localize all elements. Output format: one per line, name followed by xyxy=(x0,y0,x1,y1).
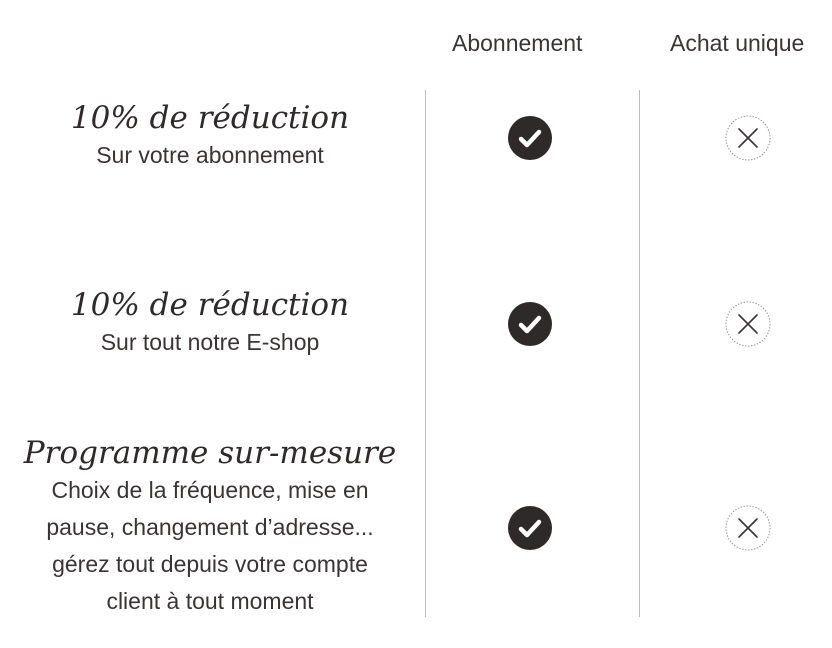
check-circle-icon xyxy=(507,505,553,551)
check-circle-icon xyxy=(507,301,553,347)
feature-description-line: pause, changement d’adresse... xyxy=(46,514,374,540)
feature-row-subscription-discount xyxy=(0,99,420,174)
feature-description-line: gérez tout depuis votre compte xyxy=(52,551,368,577)
column-header-one-time: Achat unique xyxy=(670,30,805,56)
x-circle-icon xyxy=(725,115,771,161)
check-circle-icon xyxy=(507,115,553,161)
feature-description-line: Choix de la fréquence, mise en xyxy=(51,477,369,503)
feature-description: Sur votre abonnement xyxy=(96,142,324,168)
feature-description-line: client à tout moment xyxy=(106,588,314,614)
column-header-subscription: Abonnement xyxy=(452,30,583,56)
feature-row-custom-program xyxy=(0,434,420,620)
column-divider xyxy=(639,90,640,617)
feature-title: 10% de réduction xyxy=(70,287,350,323)
column-divider xyxy=(425,90,426,617)
x-circle-icon xyxy=(725,505,771,551)
feature-row-eshop-discount xyxy=(0,286,420,361)
x-circle-icon xyxy=(725,301,771,347)
feature-description: Sur tout notre E-shop xyxy=(100,329,320,355)
feature-title: Programme sur-mesure xyxy=(23,435,397,471)
feature-title: 10% de réduction xyxy=(70,100,350,136)
